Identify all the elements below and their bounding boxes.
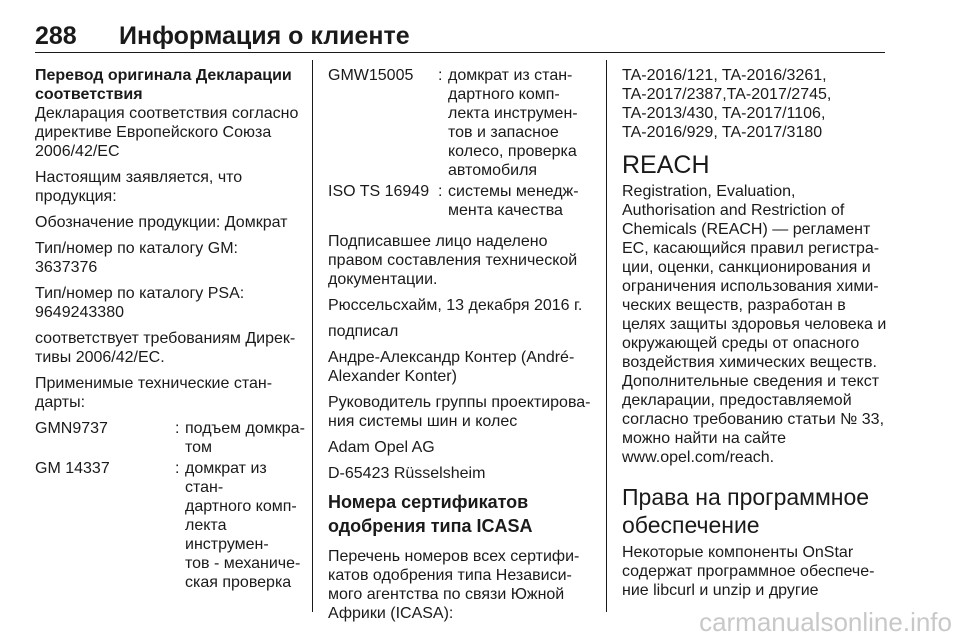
- certificate-list: TA-2016/121, TA-2016/3261, TA-2017/2387,TA-2017/2745, TA-2013/430, TA-2017/1106, TA-2016/929, TA-2017/3180: [622, 67, 832, 141]
- standard-row: [35, 459, 305, 592]
- page-title: Информация о клиенте: [119, 22, 410, 50]
- declaration-heading: Перевод оригинала Декларации соответствия: [35, 67, 292, 103]
- software-text: Некоторые компоненты OnStar содержат программное обеспече- ние libcurl и unzip и другие: [622, 544, 875, 599]
- paragraph: Применимые технические стан- дарты:: [35, 375, 273, 411]
- paragraph: D-65423 Rüsselsheim: [328, 465, 486, 482]
- paragraph: Обозначение продукции: Домкрат: [35, 214, 288, 231]
- standard-code: GMW15005: [328, 67, 414, 84]
- standard-description: системы менедж- мента качества: [448, 183, 579, 219]
- paragraph: Тип/номер по каталогу GM: 3637376: [35, 240, 238, 276]
- paragraph: Андре-Александр Контер (André- Alexander Konter): [328, 349, 575, 385]
- standard-code: GM 14337: [35, 460, 110, 477]
- standard-description: подъем домкра- том: [185, 420, 305, 456]
- standard-colon: :: [175, 420, 180, 437]
- standard-row: [35, 419, 305, 457]
- column-2: [328, 66, 593, 630]
- standard-row: [328, 66, 593, 180]
- standard-description: домкрат из стан- дартного комп- лекта инструмен- тов и запасное колесо, проверка автомобиля: [448, 67, 578, 179]
- standard-colon: :: [438, 183, 443, 200]
- standard-row: [328, 182, 593, 220]
- standard-colon: :: [438, 67, 443, 84]
- reach-heading: REACH: [622, 151, 710, 179]
- paragraph: Подписавшее лицо наделено правом составления технической документации.: [328, 233, 578, 288]
- standard-code: GMN9737: [35, 420, 108, 437]
- column-divider-1: [312, 60, 313, 612]
- column-1: [35, 66, 305, 594]
- paragraph: Тип/номер по каталогу PSA: 9649243380: [35, 285, 245, 321]
- watermark: carmanualsonline.info: [699, 607, 952, 637]
- paragraph: Перечень номеров всех сертифи- катов одобрения типа Независи- мого агентства по связи Южной Африки (ICASA):: [328, 548, 580, 622]
- reach-text: Registration, Evaluation, Authorisation and Restriction of Chemicals (REACH) — регламент ЕС, касающийся правил регистра- ции, оценки, санкционирования и ограничения использования хими- ческих веществ, разработан в целях защиты здоровья человека и окружающей среды от опасного воздействия химических веществ. Дополнительные сведения и текст декларации, предоставляемой согласно требованию статьи № 33, можно найти на сайте www.opel.com/reach.: [622, 183, 887, 466]
- header-divider: [35, 52, 885, 53]
- page-header: [35, 22, 885, 56]
- icasa-heading: Номера сертификатов одобрения типа ICASA: [328, 492, 533, 536]
- column-3: [622, 66, 890, 607]
- paragraph: Декларация соответствия согласно директиве Европейского Союза 2006/42/EC: [35, 105, 299, 160]
- software-heading: Права на программное обеспечение: [622, 484, 870, 538]
- paragraph: Руководитель группы проектирова- ния системы шин и колес: [328, 394, 591, 430]
- paragraph: подписал: [328, 323, 399, 340]
- standard-colon: :: [175, 460, 180, 477]
- paragraph: Настоящим заявляется, что продукция:: [35, 169, 243, 205]
- standard-code: ISO TS 16949: [328, 183, 430, 200]
- paragraph: Рюссельсхайм, 13 декабря 2016 г.: [328, 297, 583, 314]
- column-divider-2: [606, 60, 607, 612]
- page-number: 288: [35, 22, 77, 50]
- standard-description: домкрат из стан- дартного комп- лекта инструмен- тов - механиче- ская проверка: [185, 460, 301, 591]
- paragraph: соответствует требованиям Дирек- тивы 2006/42/EC.: [35, 330, 296, 366]
- paragraph: Adam Opel AG: [328, 439, 435, 456]
